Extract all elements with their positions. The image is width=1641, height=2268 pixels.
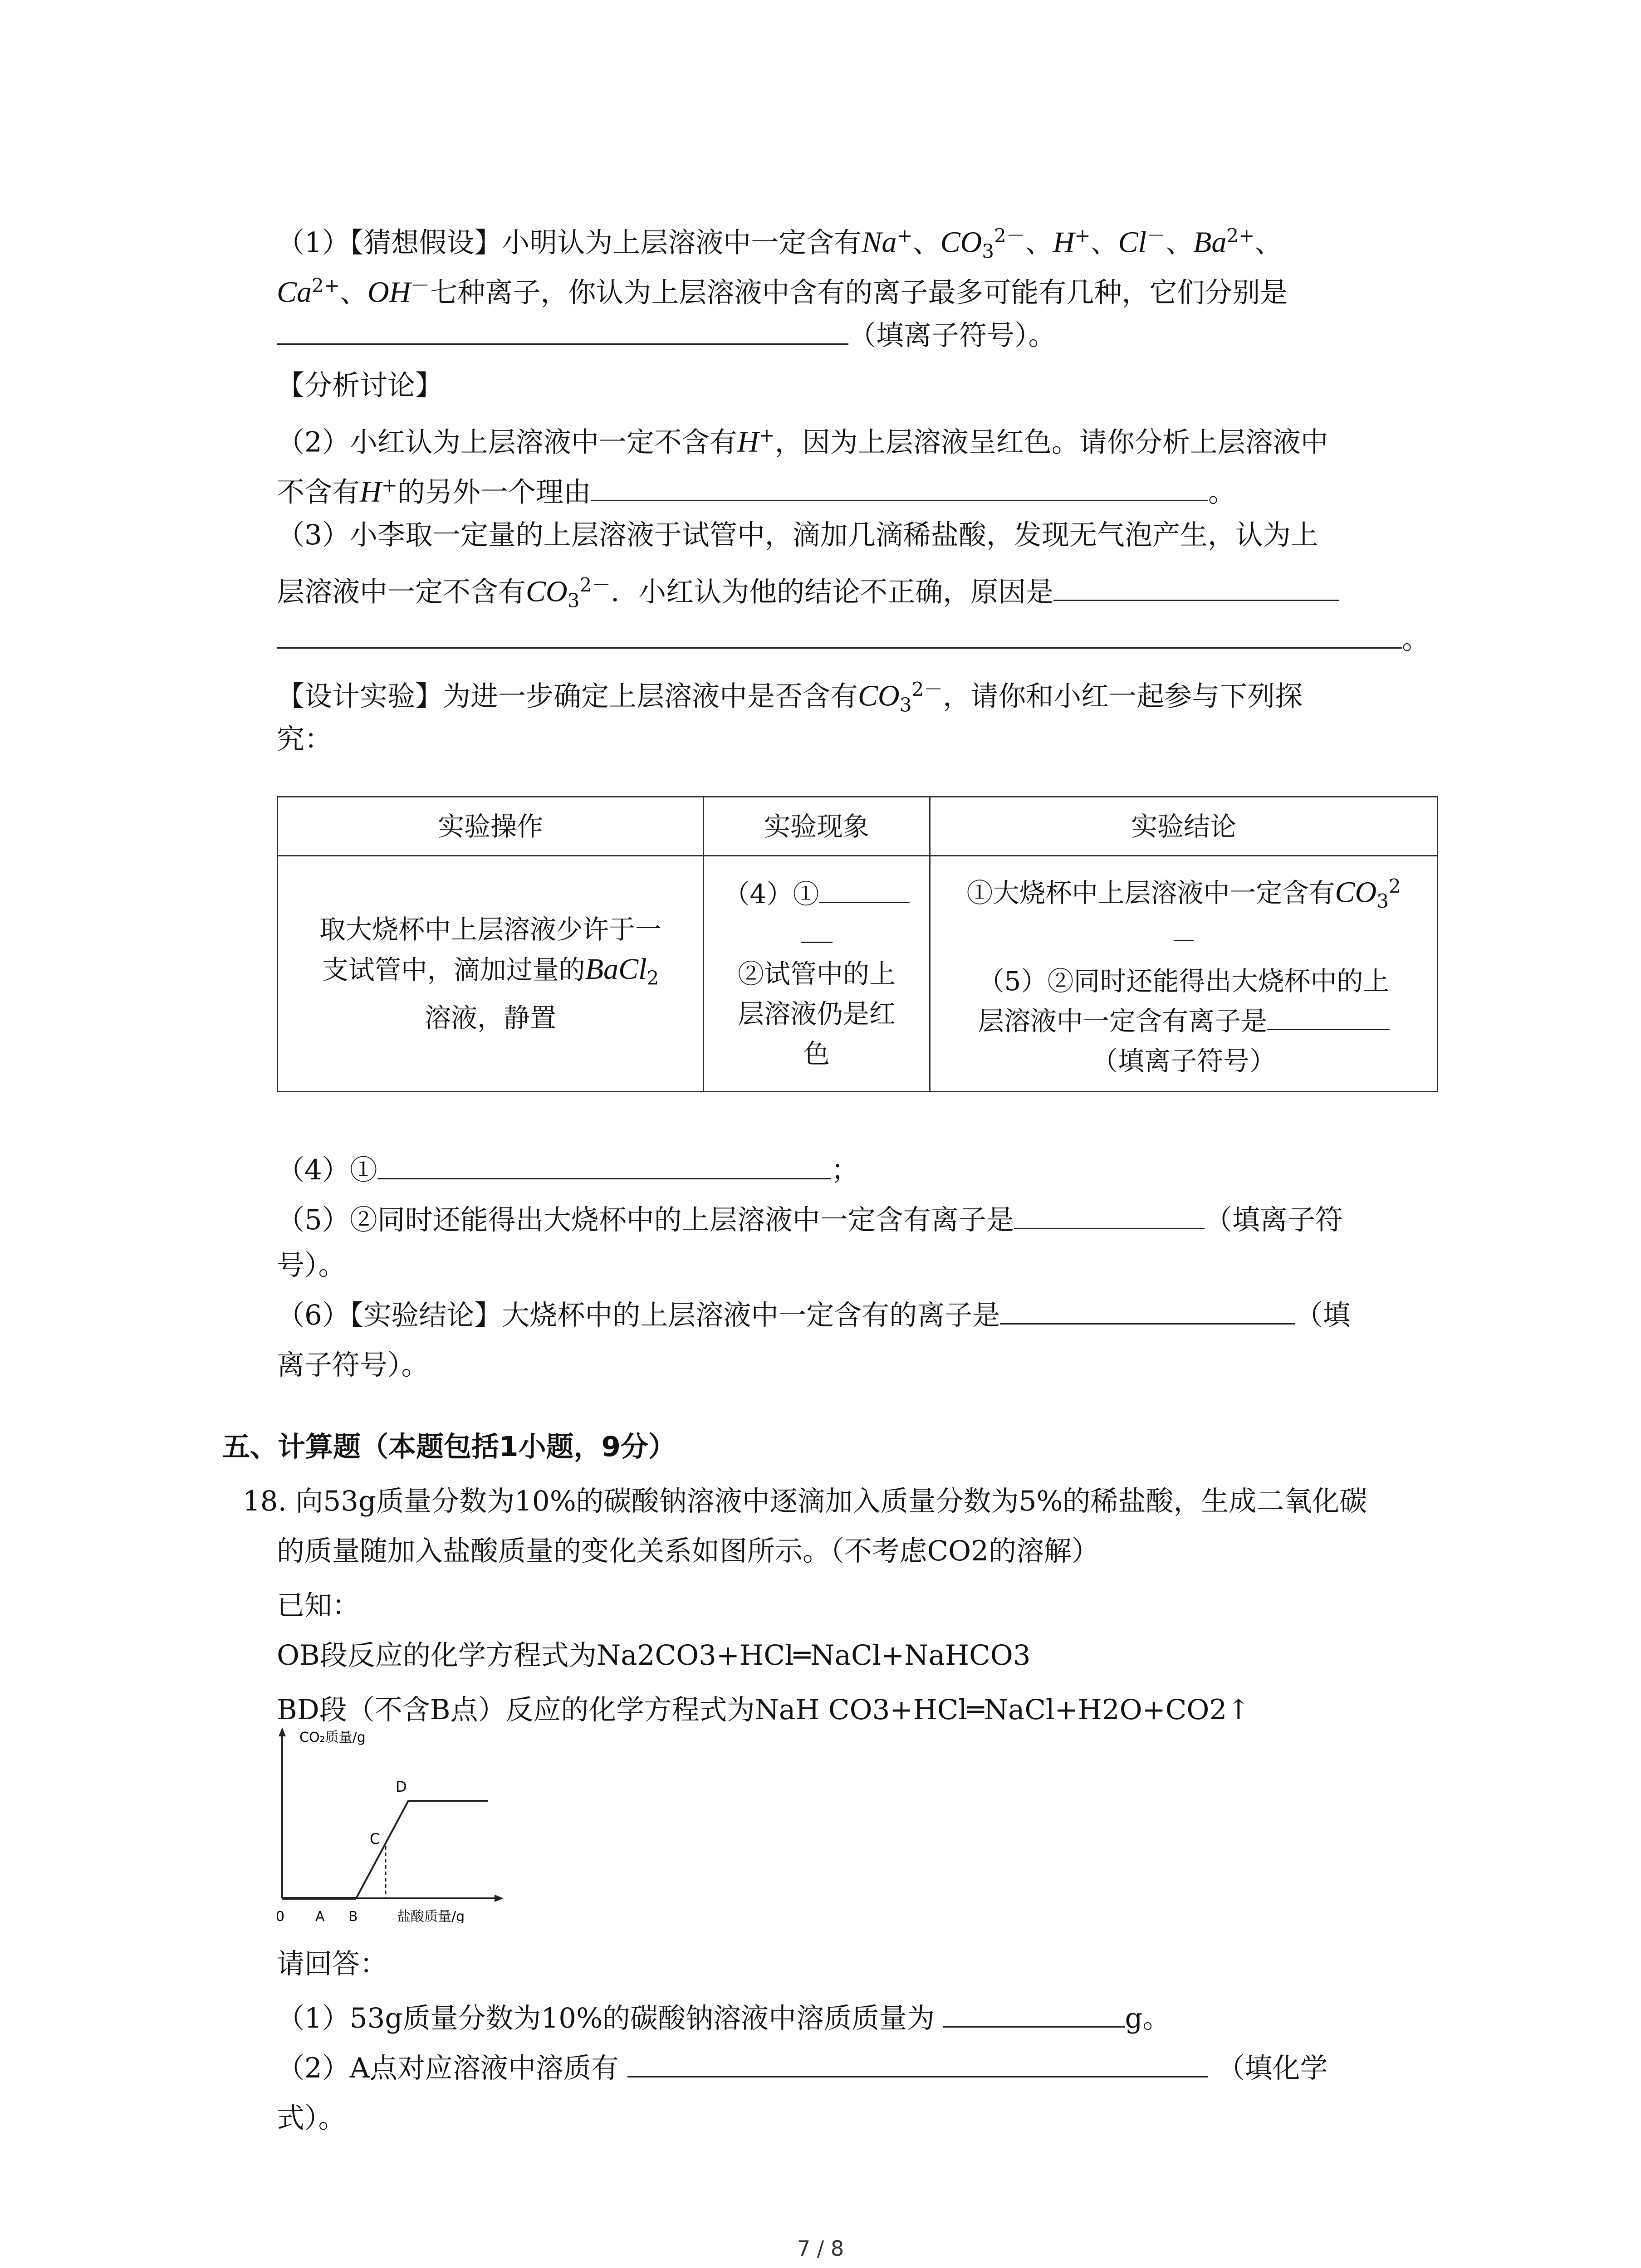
q3-line3: 。 xyxy=(277,617,1430,662)
label-c: C xyxy=(370,1830,380,1848)
ph-line1b xyxy=(712,914,921,954)
design-line1: 【设计实验】为进一步确定上层溶液中是否含有$CO_3^{2-}$，请你和小红一起参与下列探 xyxy=(277,678,1303,716)
q1-answer-blank[interactable] xyxy=(277,315,848,345)
a4-answer-blank[interactable] xyxy=(377,1150,831,1179)
q3-answer-blank-2[interactable] xyxy=(277,619,1402,649)
section5-heading: 五、计算题（本题包括1小题，9分） xyxy=(222,1431,676,1463)
q1-line3 xyxy=(277,313,1056,358)
header-operation: 实验操作 xyxy=(278,797,704,856)
q18-known: 已知： xyxy=(277,1589,360,1622)
a4-line: （4）① ； xyxy=(277,1148,859,1193)
sub1-unit: g。 xyxy=(1125,2002,1171,2034)
design-text-2: ，请你和小红一起参与下列探 xyxy=(943,680,1303,713)
ph-line4: 色 xyxy=(803,1038,830,1069)
ion-na: Na xyxy=(862,225,897,259)
q2-answer-blank[interactable] xyxy=(591,472,1208,501)
section-discuss: 【分析讨论】 xyxy=(277,369,443,401)
q2-line1: （2）小红认为上层溶液中一定不含有H+，因为上层溶液呈红色。请你分析上层溶液中 xyxy=(277,424,1328,459)
q1-text-2: 七种离子，你认为上层溶液中含有的离子最多可能有几种，它们分别是 xyxy=(430,276,1288,309)
segment-bd xyxy=(356,1801,408,1898)
ion-h: H xyxy=(737,425,759,459)
a5-text: （5）②同时还能得出大烧杯中的上层溶液中一定含有离子是 xyxy=(277,1204,1014,1236)
q2-text: （2）小红认为上层溶液中一定不含有 xyxy=(277,426,737,459)
cell-conclusion xyxy=(930,856,1438,1092)
ph-text: （4）① xyxy=(723,878,819,909)
q18-bd-equation: BD段（不含B点）反应的化学方程式为NaH CO3+HCl═NaCl+H2O+CO2↑ xyxy=(277,1694,1250,1726)
sub2-text: （2）A点对应溶液中溶质有 xyxy=(277,2052,619,2084)
a5-answer-blank[interactable] xyxy=(1014,1200,1205,1229)
a6-text: （6）【实验结论】大烧杯中的上层溶液中一定含有的离子是 xyxy=(277,1299,1000,1331)
ion-co3: CO xyxy=(940,225,982,259)
con-text-3: 层溶液中一定含有离子是 xyxy=(977,1005,1267,1036)
a4-text: （4）① xyxy=(277,1154,377,1186)
cell-operation xyxy=(278,856,704,1092)
sub2-line1 xyxy=(277,2046,1328,2091)
header-conclusion: 实验结论 xyxy=(930,797,1438,856)
table-row xyxy=(278,856,1438,1092)
con-line4: （填离子符号） xyxy=(1091,1045,1276,1076)
q2-text-2: ，因为上层溶液呈红色。请你分析上层溶液中 xyxy=(774,426,1328,459)
q18-ob-equation: OB段反应的化学方程式为Na2CO3+HCl═NaCl+NaHCO3 xyxy=(277,1639,1031,1672)
cell-phenomenon xyxy=(704,856,930,1092)
a5-text-2: （填离子符 xyxy=(1204,1204,1343,1236)
q3-line1: （3）小李取一定量的上层溶液于试管中，滴加几滴稀盐酸，发现无气泡产生，认为上 xyxy=(277,519,1318,551)
q2-text-3: 不含有 xyxy=(277,476,360,508)
conclusion-blank[interactable] xyxy=(1267,1006,1390,1030)
label-b: B xyxy=(348,1909,358,1923)
co2-mass-graph xyxy=(272,1724,508,1923)
label-a: A xyxy=(315,1909,325,1923)
op-line3: 溶液，静置 xyxy=(424,1002,556,1034)
ion-co3: CO xyxy=(526,575,568,608)
q18-line2: 的质量随加入盐酸质量的变化关系如图所示。（不考虑CO2的溶解） xyxy=(277,1535,1099,1567)
q1-text-3: （填离子符号）。 xyxy=(848,319,1056,352)
q1-line2: $Ca^{2+}$、OH－七种离子，你认为上层溶液中含有的离子最多可能有几种，它们分别是 xyxy=(277,274,1288,309)
q2-text-4: 的另外一个理由 xyxy=(397,476,591,508)
answer-prompt: 请回答： xyxy=(277,1948,388,1980)
op-line1: 取大烧杯中上层溶液少许于一 xyxy=(319,914,661,945)
design-text: 【设计实验】为进一步确定上层溶液中是否含有 xyxy=(277,680,858,713)
op-text: 支试管中，滴加过量的 xyxy=(322,954,585,985)
experiment-table xyxy=(277,796,1438,1092)
sub2-answer-blank[interactable] xyxy=(627,2048,1208,2077)
sub2-line2: 式）。 xyxy=(277,2102,346,2134)
q1-line1: （1）【猜想假设】小明认为上层溶液中一定含有Na+、$CO_3^{2-}$、H+、Cl－、$Ba^{2+}$、 xyxy=(277,225,1283,263)
ion-ba: Ba xyxy=(1193,225,1227,259)
ph-line3: 层溶液仍是红 xyxy=(737,998,896,1029)
ion-ca: Ca xyxy=(277,275,312,309)
a6-line1 xyxy=(277,1293,1350,1338)
q1-text: （1）【猜想假设】小明认为上层溶液中一定含有 xyxy=(277,226,862,259)
q2-line2: 不含有H+的另外一个理由 。 xyxy=(277,463,1236,515)
ion-co3: CO xyxy=(1335,875,1377,909)
ion-h: H xyxy=(360,475,382,508)
con-line3 xyxy=(939,1001,1429,1041)
q3-answer-blank[interactable] xyxy=(1053,572,1339,601)
bacl2-formula: BaCl xyxy=(585,952,647,986)
ion-co3: CO xyxy=(858,679,900,713)
con-line1: ①大烧杯中上层溶液中一定含有$CO_3^2$ xyxy=(966,875,1401,912)
a5-line2: 号）。 xyxy=(277,1249,346,1281)
a5-line1 xyxy=(277,1198,1343,1243)
a6-answer-blank[interactable] xyxy=(1000,1295,1295,1325)
ion-cl: Cl xyxy=(1118,225,1146,259)
phenomenon-blank-2[interactable] xyxy=(801,919,833,943)
phenomenon-blank[interactable] xyxy=(819,879,910,903)
q3-text: 层溶液中一定不含有 xyxy=(277,576,526,608)
a6-line2: 离子符号）。 xyxy=(277,1349,429,1381)
q18-line1: 18. 向53g质量分数为10%的碳酸钠溶液中逐滴加入质量分数为5%的稀盐酸，生成二氧化碳 xyxy=(243,1485,1367,1517)
ph-line2: ②试管中的上 xyxy=(737,958,896,989)
con-line1b: － xyxy=(1170,925,1197,957)
x-axis-label: 盐酸质量/g xyxy=(397,1909,465,1923)
a6-text-2: （填 xyxy=(1295,1299,1351,1331)
ph-line1 xyxy=(712,874,921,914)
table-header-row xyxy=(278,797,1438,856)
label-origin: 0 xyxy=(276,1909,285,1923)
ion-oh: OH xyxy=(367,275,411,309)
sub2-text-2: （填化学 xyxy=(1217,2052,1328,2084)
q3-line2: 层溶液中一定不含有$CO_3^{2-}$．小红认为他的结论不正确，原因是 xyxy=(277,562,1339,624)
sub1-text: （1）53g质量分数为10%的碳酸钠溶液中溶质质量为 xyxy=(277,2002,935,2034)
sub1-answer-blank[interactable] xyxy=(943,1998,1125,2028)
ion-h: H xyxy=(1053,225,1075,259)
op-line2: 支试管中，滴加过量的BaCl$_2$ xyxy=(322,952,659,989)
y-axis-arrow xyxy=(279,1727,286,1736)
label-d: D xyxy=(396,1778,407,1795)
x-axis-arrow xyxy=(495,1895,504,1902)
con-line2: （5）②同时还能得出大烧杯中的上 xyxy=(978,965,1390,997)
header-phenomenon: 实验现象 xyxy=(704,797,930,856)
y-axis-label: CO₂质量/g xyxy=(299,1730,366,1745)
sub1-line xyxy=(277,1996,1171,2041)
page-number: 7 / 8 xyxy=(797,2236,844,2261)
con-text: ①大烧杯中上层溶液中一定含有 xyxy=(966,877,1335,909)
design-line2: 究： xyxy=(277,723,333,755)
q3-text-2: ．小红认为他的结论不正确，原因是 xyxy=(611,576,1054,608)
